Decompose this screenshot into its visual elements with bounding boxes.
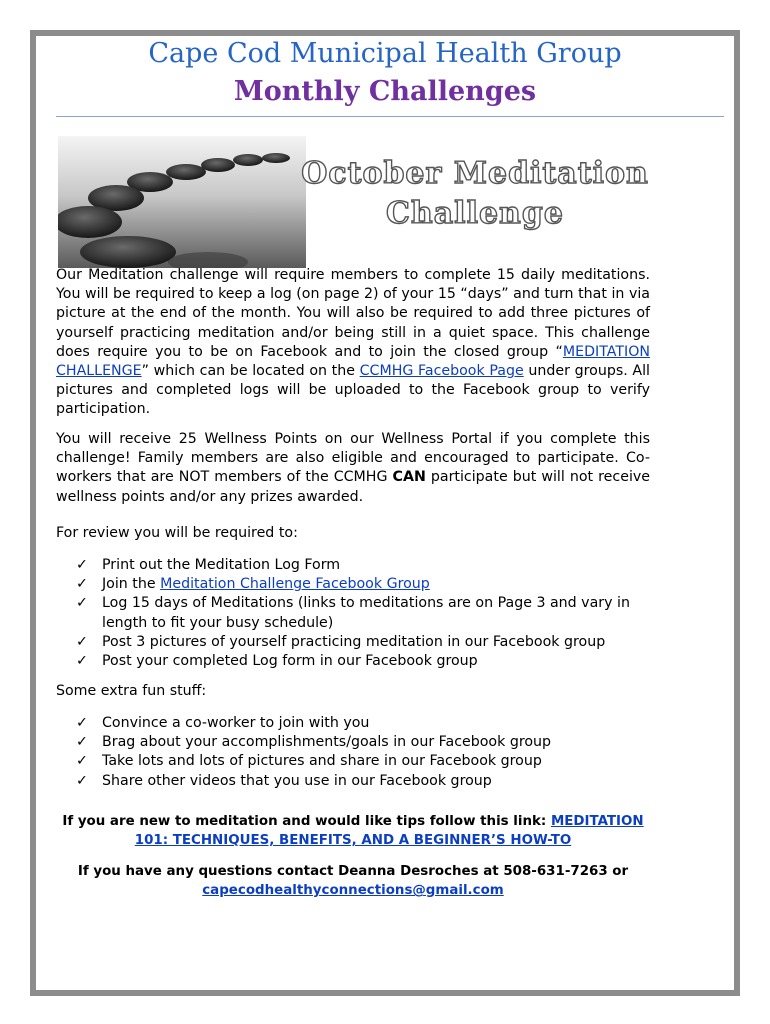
list-item-text: Post 3 pictures of yourself practicing meditation in our Facebook group	[102, 633, 606, 650]
list-item-text: Print out the Meditation Log Form	[102, 557, 341, 573]
check-icon: ✓	[76, 753, 88, 770]
meditation-challenge-group-link[interactable]: MEDITATION CHALLENGE	[56, 343, 650, 380]
check-icon: ✓	[76, 653, 88, 670]
list-item-text: Brag about your accomplishments/goals in our Facebook group	[102, 734, 552, 751]
header-divider	[56, 116, 724, 117]
list-item-text: Take lots and lots of pictures and share in our Facebook group	[102, 753, 542, 770]
list-item-text: Convince a co-worker to join with you	[102, 715, 370, 731]
points-emphasis: CAN	[392, 469, 426, 486]
extra-heading	[56, 682, 650, 701]
list-item	[76, 556, 650, 575]
list-item	[76, 594, 650, 632]
contact-email-link[interactable]: capecodhealthyconnections@gmail.com	[202, 883, 504, 899]
facebook-group-link[interactable]: Meditation Challenge Facebook Group	[160, 576, 430, 593]
intro-text: Our Meditation challenge will require members to complete 15 daily meditations. You will be required to keep a log (on page 2) of your 15 “days” and turn that in via picture at the end of the month. You will also be required to add three pictures of yourself practicing meditation and/or being still in a quiet space. This challenge does require you to be on Facebook and to join the closed group “	[56, 267, 650, 360]
page-subtitle: Monthly Challenges	[233, 76, 537, 107]
contact-text: If you have any questions contact Deanna Desroches at 508-631-7263 or	[77, 864, 629, 879]
check-icon: ✓	[76, 576, 88, 593]
list-item	[76, 714, 650, 733]
check-icon: ✓	[76, 772, 88, 789]
list-item	[76, 652, 650, 671]
meditation-101-link[interactable]: MEDITATION 101: TECHNIQUES, BENEFITS, AND A BEGINNER’S HOW-TO	[134, 814, 644, 849]
points-text-2: participate but will not receive wellness points and/or any prizes awarded.	[56, 469, 651, 505]
extra-heading-text: Some extra fun stuff:	[56, 683, 207, 699]
check-icon: ✓	[76, 734, 88, 751]
list-item-text: Join the	[102, 576, 161, 593]
review-heading-text: For review you will be required to:	[56, 525, 298, 541]
list-item-text: Log 15 days of Meditations (links to meditations are on Page 3 and vary in length to fit your busy schedule)	[102, 595, 630, 631]
check-icon: ✓	[76, 557, 88, 573]
list-item	[76, 733, 650, 752]
review-heading	[56, 524, 650, 543]
extra-list	[56, 714, 650, 791]
review-list	[56, 556, 650, 671]
tips-line	[56, 812, 650, 850]
intro-paragraph	[56, 266, 650, 420]
intro-text-2: ” which can be located on the	[141, 363, 360, 380]
list-item	[76, 633, 650, 652]
check-icon: ✓	[76, 595, 88, 612]
page-title: Cape Cod Municipal Health Group	[148, 38, 622, 69]
challenge-title-line2: Challenge	[386, 196, 564, 231]
challenge-title-line1: October Meditation	[301, 156, 649, 191]
list-item	[76, 772, 650, 791]
list-item-text: Post your completed Log form in our Facebook group	[102, 653, 478, 670]
list-item	[76, 752, 650, 771]
points-paragraph	[56, 430, 650, 507]
meditation-stones-photo	[58, 136, 306, 268]
check-icon: ✓	[76, 633, 88, 650]
list-item-text: Share other videos that you use in our Facebook group	[102, 772, 492, 789]
intro-text-3: under groups. All pictures and completed logs will be uploaded to the Facebook group to verify participation.	[56, 363, 650, 418]
ccmhg-facebook-page-link[interactable]: CCMHG Facebook Page	[359, 363, 524, 380]
list-item	[76, 575, 650, 594]
contact-line	[56, 862, 650, 900]
points-text: You will receive 25 Wellness Points on our Wellness Portal if you complete this challenge! Family members are also eligible and encouraged to participate. Co-workers that are NOT members of the CCMHG	[56, 431, 650, 486]
tips-text: If you are new to meditation and would like tips follow this link:	[62, 814, 551, 829]
check-icon: ✓	[76, 715, 88, 731]
